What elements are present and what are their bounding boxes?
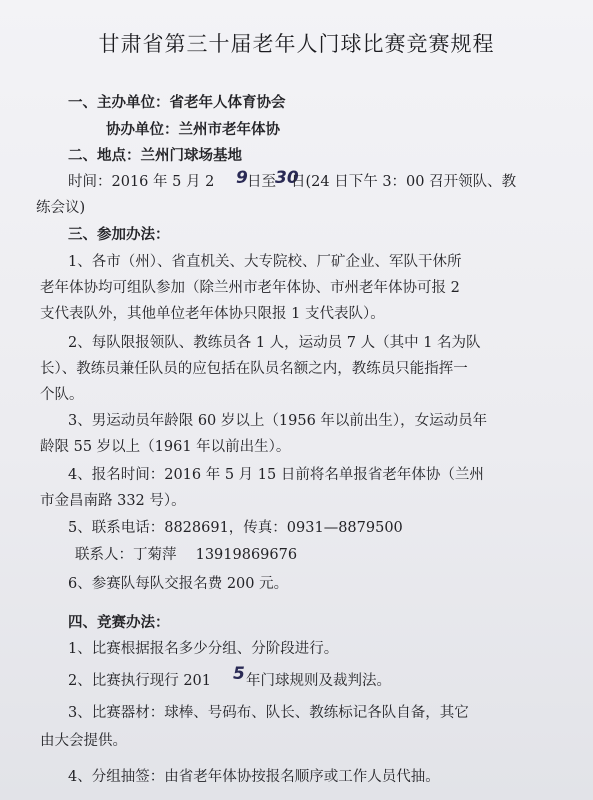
rule-2-b: 年门球规则及裁判法。 (246, 673, 391, 689)
document-title: 甘肃省第三十届老年人门球比赛竞赛规程 (98, 32, 495, 56)
section-competition: 四、竞赛办法： (68, 614, 170, 631)
rule-2-a: 2、比赛执行现行 201 (68, 673, 212, 689)
para-2-line-1: 2、每队限报领队、教练员各 1 人，运动员 7 人（其中 1 名为队 (68, 335, 481, 351)
section-participation: 三、参加办法： (68, 226, 170, 243)
para-1-line-3: 支代表队外，其他单位老年体协只限报 1 支代表队）。 (40, 306, 385, 322)
rule-4: 4、分组抽签：由省老年体协按报名顺序或工作人员代抽。 (68, 769, 440, 785)
rule-3-line-2: 由大会提供。 (40, 733, 127, 749)
rule-1: 1、比赛根据报名多少分组、分阶段进行。 (68, 641, 339, 657)
section-organizer: 一、主办单位：省老年人体育协会 (68, 94, 286, 111)
para-4-line-1: 4、报名时间：2016 年 5 月 15 日前将名单报省老年体协（兰州 (68, 467, 484, 483)
para-6-fee: 6、参赛队每队交报名费 200 元。 (68, 576, 289, 592)
para-5-phone-fax: 5、联系电话：8828691，传真：0931—8879500 (68, 520, 403, 536)
para-4-line-2: 市金昌南路 332 号）。 (40, 493, 186, 509)
handwritten-year-digit: 5 (233, 664, 245, 684)
time-line-c: 日(24 日下午 3：00 召开领队、教 (291, 174, 517, 190)
para-3-line-1: 3、男运动员年龄限 60 岁以上（1956 年以前出生），女运动员年 (68, 413, 488, 429)
rule-3-line-1: 3、比赛器材：球棒、号码布、队长、教练标记各队自备，其它 (68, 705, 469, 721)
co-organizer: 协办单位：兰州市老年体协 (106, 121, 280, 138)
time-line-d: 练会议) (36, 200, 86, 216)
para-2-line-3: 个队。 (40, 387, 84, 403)
handwritten-day-end: 30 (275, 168, 299, 188)
para-5-contact: 联系人：丁菊萍 13919869676 (75, 547, 298, 563)
para-1-line-2: 老年体协均可组队参加（除兰州市老年体协、市州老年体协可报 2 (40, 280, 460, 296)
para-2-line-2: 长）、教练员兼任队员的应包括在队员名额之内，教练员只能指挥一 (40, 361, 468, 377)
handwritten-day-start: 9 (236, 168, 248, 188)
time-line-a: 时间：2016 年 5 月 2 (68, 174, 215, 190)
para-3-line-2: 龄限 55 岁以上（1961 年以前出生）。 (40, 439, 291, 455)
time-line-b: 日至 (247, 174, 276, 190)
section-location: 二、地点：兰州门球场基地 (68, 147, 242, 164)
para-1-line-1: 1、各市（州）、省直机关、大专院校、厂矿企业、军队干休所 (68, 254, 462, 270)
